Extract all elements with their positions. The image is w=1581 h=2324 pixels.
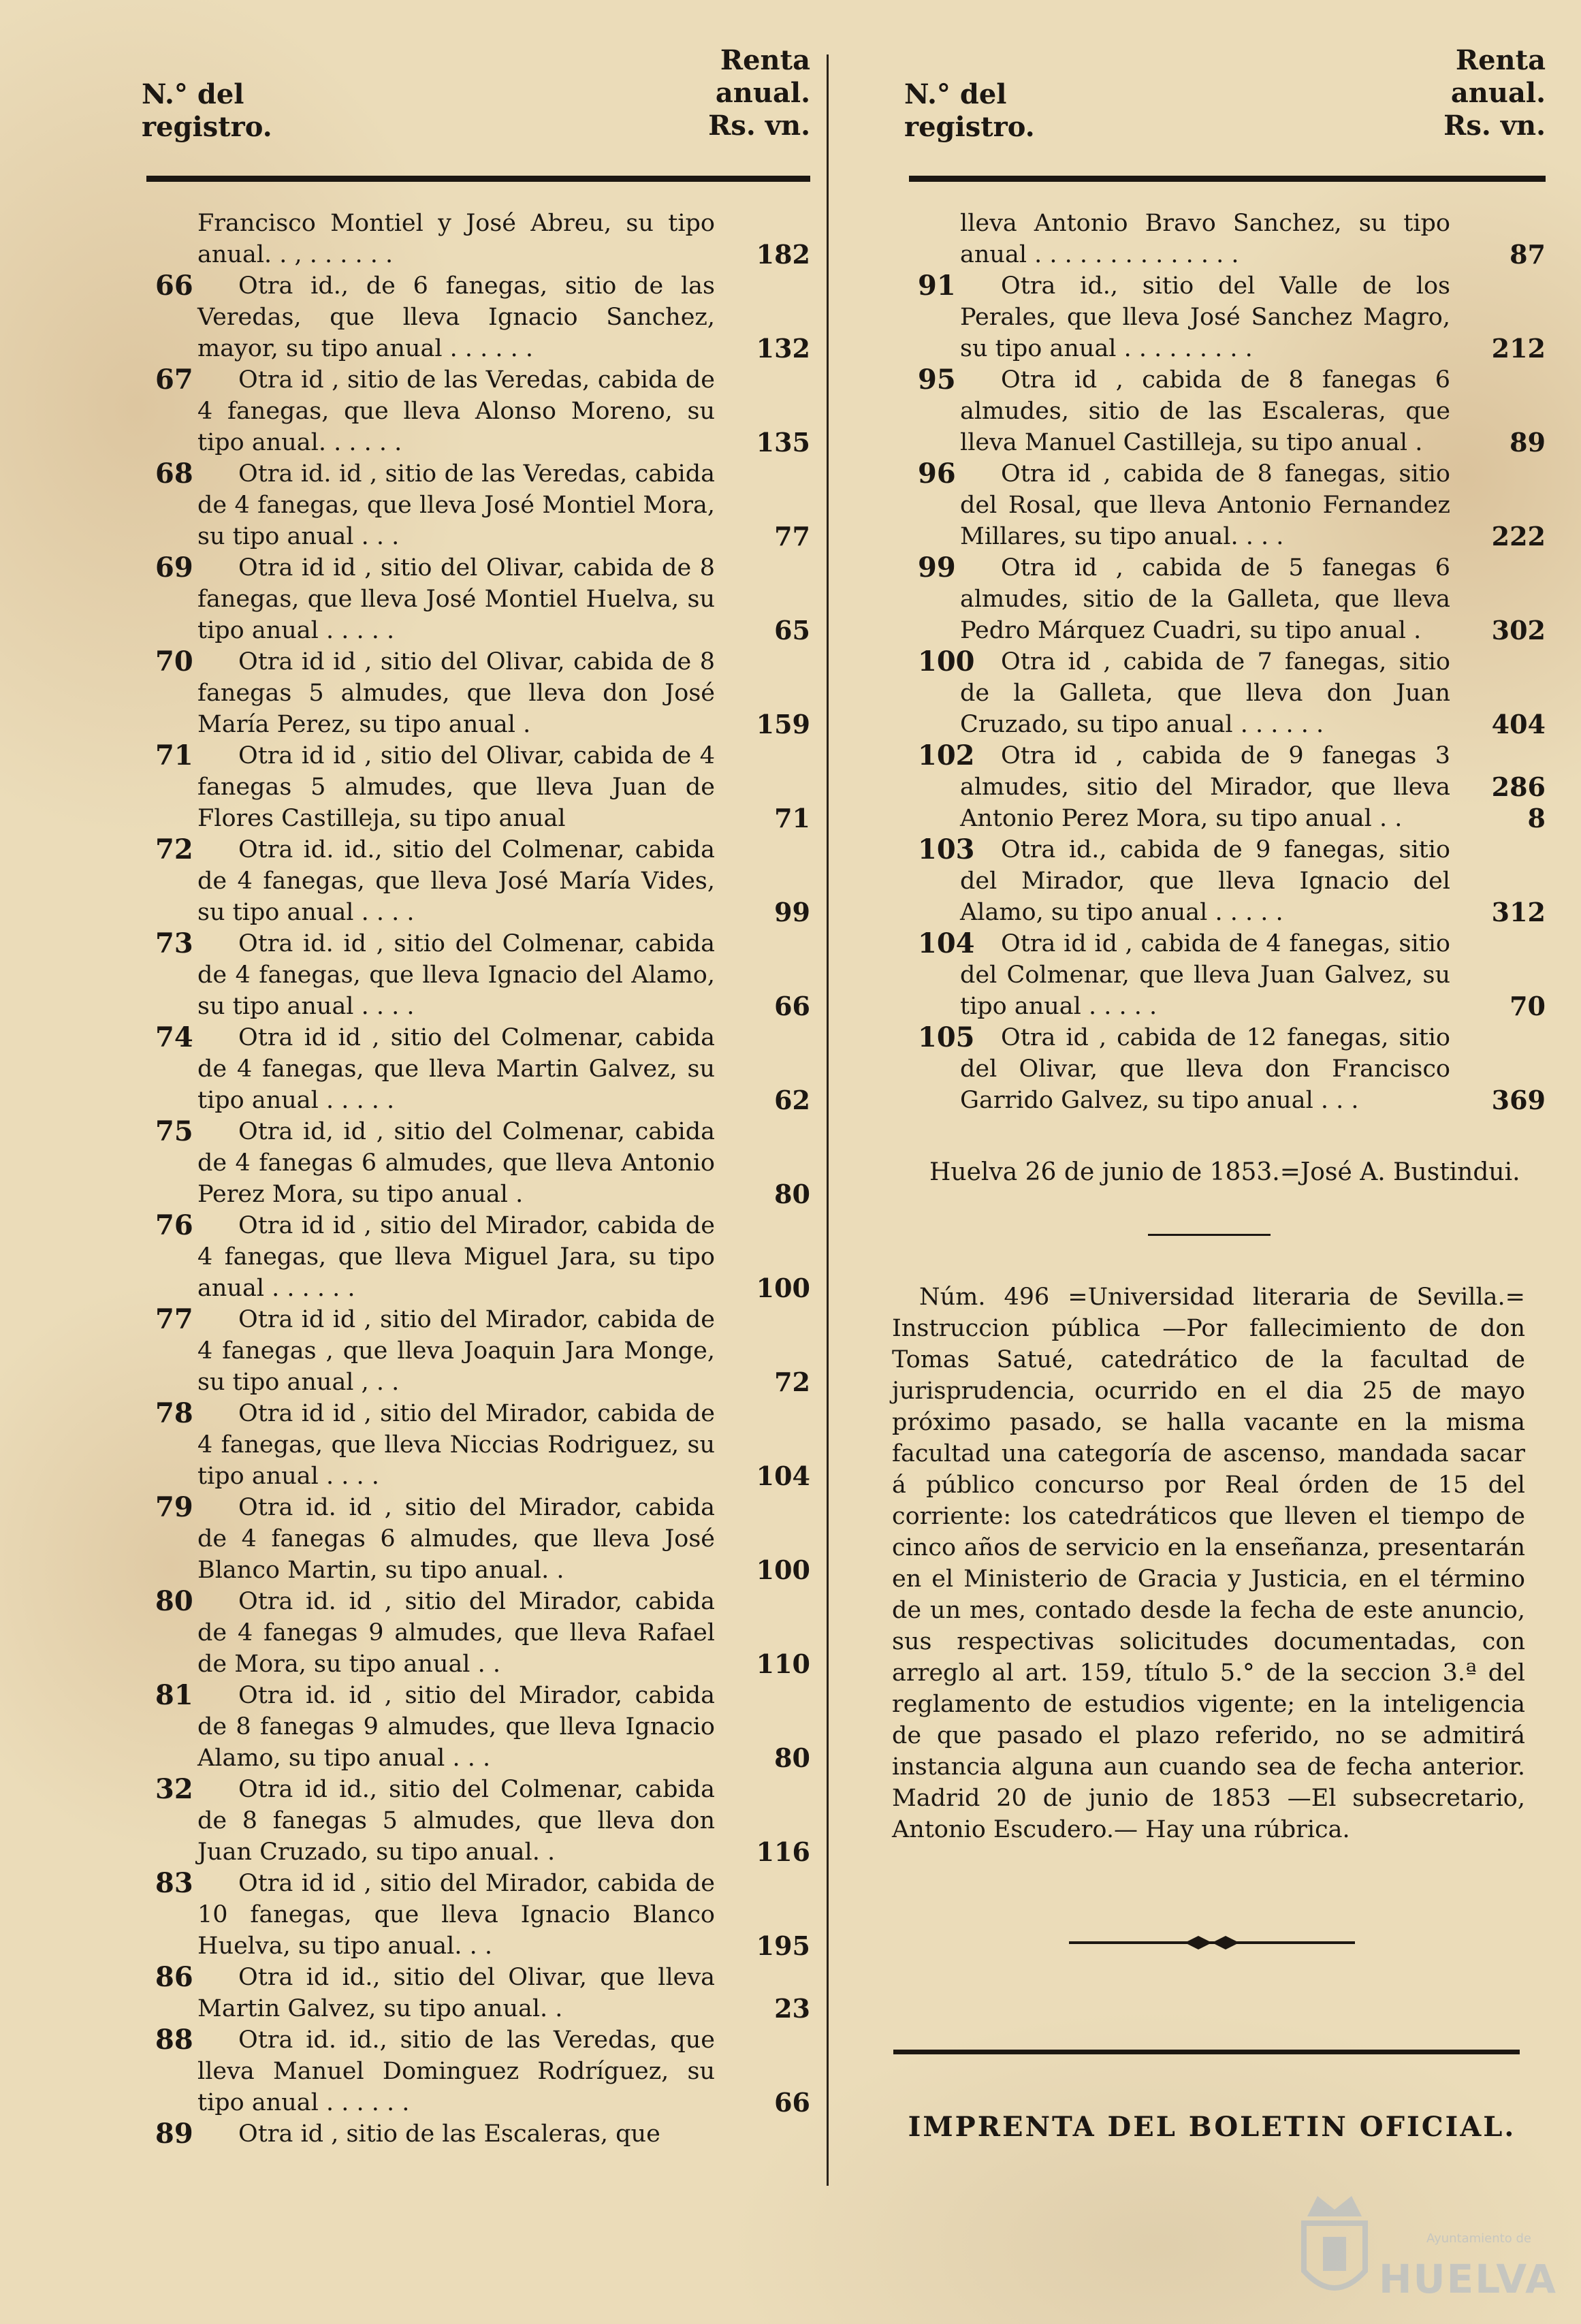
entry-number: 68: [155, 458, 193, 490]
entry-amount: 302: [1491, 615, 1546, 646]
registry-entry: [892, 458, 1546, 552]
entry-text: Otra id id , sitio del Olivar, cabida de 4 fanegas 5 almudes, que lleva Juan de Flores Castilleja, su tipo anual: [197, 742, 715, 832]
entry-amount: 89: [1510, 427, 1546, 458]
entry-number: 83: [155, 1867, 193, 1899]
registro-header-line1: N.° del: [142, 78, 244, 110]
entry-text: Otra id. id , sitio del Mirador, cabida de 8 fanegas 9 almudes, que lleva Ignacio Alamo, su tipo anual . . .: [197, 1682, 715, 1772]
registry-entry: [892, 928, 1546, 1022]
entry-amount: 182: [756, 239, 810, 270]
entry-amount: 23: [774, 1993, 810, 2024]
huelva-watermark: [1297, 2189, 1558, 2312]
entry-text: Otra id., cabida de 9 fanegas, sitio del Mirador, que lleva Ignacio del Alamo, su tipo anual . . . . .: [960, 836, 1450, 926]
entry-number: 73: [155, 927, 193, 959]
coat-of-arms-icon: [1297, 2189, 1372, 2305]
entry-number: 81: [155, 1679, 193, 1711]
entry-text: Otra id, id , sitio del Colmenar, cabida de 4 fanegas 6 almudes, que lleva Antonio Perez Mora, su tipo anual .: [197, 1118, 715, 1208]
registry-entry: [129, 270, 810, 364]
registry-entry: [129, 552, 810, 646]
registry-entry: [129, 1116, 810, 1210]
bottom-rule: [893, 2050, 1520, 2054]
university-notice: Núm. 496 =Universidad literaria de Sevilla.= Instruccion pública —Por fallecimiento de don Tomas Satué, catedrático de la facultad de jurisprudencia, ocurrido en el dia 25 de mayo próximo pasado, se halla vacante en la misma facultad una categoría de ascenso, mandada sacar á público concurso por Real órden de 15 del corriente: los catedráticos que lleven el tiempo de cinco años de servicio en la enseñanza, presentarán en el Ministerio de Gracia y Justicia, en el término de un mes, contado desde la fecha de este anuncio, sus respectivas solicitudes documentadas, con arreglo al art. 159, título 5.° de la seccion 3.ª del reglamento de estudios vigente; en la inteligencia de que pasado el plazo referido, no se admitirá instancia alguna aun cuando sea de fecha anterior. Madrid 20 de junio de 1853 —El subsecretario, Antonio Escudero.— Hay una rúbrica.: [892, 1284, 1525, 1843]
registry-entry: [892, 646, 1546, 740]
registry-entry: [892, 740, 1546, 834]
entry-number: 71: [155, 739, 193, 771]
entry-amount: 99: [774, 897, 810, 927]
watermark-sub: Ayuntamiento de: [1426, 2231, 1531, 2246]
entry-text: Otra id , cabida de 8 fanegas, sitio del Rosal, que lleva Antonio Fernandez Millares, su tipo anual. . . .: [960, 460, 1450, 550]
registry-entry: [129, 458, 810, 552]
entry-text: Otra id id , cabida de 4 fanegas, sitio del Colmenar, que lleva Juan Galvez, su tipo anual . . . . .: [960, 930, 1450, 1020]
entry-number: 91: [918, 270, 956, 302]
registro-header-line2: registro.: [142, 111, 272, 143]
entry-amount: 312: [1491, 897, 1546, 927]
entry-amount: 71: [774, 803, 810, 833]
registry-entry: [129, 740, 810, 834]
entry-amount: 104: [756, 1461, 810, 1491]
registry-entry: [129, 646, 810, 740]
entry-number: 32: [155, 1773, 193, 1805]
entry-amount: 65: [774, 615, 810, 646]
entry-text: Otra id , sitio de las Escaleras, que: [238, 2120, 660, 2148]
signature-line: Huelva 26 de junio de 1853.=José A. Bustindui.: [929, 1158, 1520, 1186]
entry-text: Otra id , cabida de 7 fanegas, sitio de la Galleta, que lleva don Juan Cruzado, su tipo anual . . . . . .: [960, 648, 1450, 738]
entry-number: 102: [918, 739, 975, 771]
entry-number: 79: [155, 1491, 193, 1523]
entry-number: 88: [155, 2024, 193, 2056]
entry-text: Otra id., de 6 fanegas, sitio de las Veredas, que lleva Ignacio Sanchez, mayor, su tipo anual . . . . . .: [197, 272, 715, 362]
entry-text: Otra id id , sitio del Mirador, cabida de 4 fanegas, que lleva Miguel Jara, su tipo anual . . . . . .: [197, 1212, 715, 1302]
entry-text: Otra id id , sitio del Colmenar, cabida de 4 fanegas, que lleva Martin Galvez, su tipo anual . . . . .: [197, 1024, 715, 1114]
entry-text: Otra id id , sitio del Mirador, cabida de 4 fanegas , que lleva Joaquin Jara Monge, su tipo anual , . .: [197, 1306, 715, 1396]
entry-text: Otra id. id , sitio del Mirador, cabida de 4 fanegas 6 almudes, que lleva José Blanco Martin, su tipo anual. .: [197, 1494, 715, 1584]
right-column-header: [892, 0, 1546, 170]
registry-entry: [129, 928, 810, 1022]
entry-number: 96: [918, 458, 956, 490]
registro-header: [904, 78, 1035, 144]
entry-amount: 70: [1510, 991, 1546, 1021]
entry-amount: 66: [774, 991, 810, 1021]
renta-header-line2: anual.: [1450, 77, 1546, 109]
entry-amount: 132: [756, 333, 810, 364]
entry-text: Otra id id , sitio del Olivar, cabida de 8 fanegas, que lleva José Montiel Huelva, su tipo anual . . . . .: [197, 554, 715, 644]
entry-amount: 110: [756, 1649, 810, 1679]
entry-amount: 286 8: [1491, 771, 1546, 833]
registry-entry: [129, 834, 810, 928]
entry-text: Otra id , sitio de las Veredas, cabida de 4 fanegas, que lleva Alonso Moreno, su tipo anual. . . . . .: [197, 366, 715, 456]
entry-text: Francisco Montiel y José Abreu, su tipo anual. . , . . . . . .: [197, 210, 715, 268]
entry-amount: 212: [1491, 333, 1546, 364]
entry-amount: 100: [756, 1273, 810, 1303]
registro-header-line1: N.° del: [904, 78, 1007, 110]
renta-header-line1: Renta: [1455, 44, 1546, 76]
entry-number: 76: [155, 1209, 193, 1241]
registry-entry: [892, 1022, 1546, 1116]
entry-number: 104: [918, 927, 975, 959]
entry-amount: 80: [774, 1179, 810, 1209]
entry-text: Otra id id., sitio del Olivar, que lleva Martin Galvez, su tipo anual. .: [197, 1964, 715, 2022]
registry-entry: [129, 1586, 810, 1680]
registry-entry: [129, 1492, 810, 1586]
entry-amount: 159: [756, 709, 810, 739]
entry-amount: 369: [1491, 1085, 1546, 1115]
registry-entry: [892, 364, 1546, 458]
entry-amount: 135: [756, 427, 810, 458]
renta-header: [708, 44, 810, 142]
entry-text: Otra id. id , sitio del Mirador, cabida de 4 fanegas 9 almudes, que lleva Rafael de Mora, su tipo anual . .: [197, 1588, 715, 1678]
entry-number: 67: [155, 364, 193, 396]
entry-text: Otra id id , sitio del Mirador, cabida de 10 fanegas, que lleva Ignacio Blanco Huelva, su tipo anual. . .: [197, 1870, 715, 1960]
entry-number: 95: [918, 364, 956, 396]
entry-number: 78: [155, 1397, 193, 1429]
entry-number: 77: [155, 1303, 193, 1335]
entry-amount: 66: [774, 2087, 810, 2118]
entry-amount: 100: [756, 1555, 810, 1585]
header-rule: [909, 176, 1546, 182]
registry-entry: [129, 1868, 810, 1962]
registry-entry: [129, 1022, 810, 1116]
entry-number: 89: [155, 2118, 193, 2150]
right-column: [892, 0, 1546, 1115]
entry-number: 103: [918, 833, 975, 865]
entry-amount: 80: [774, 1742, 810, 1773]
entry-text: Otra id., sitio del Valle de los Perales, que lleva José Sanchez Magro, su tipo anual . . . . . . . . .: [960, 272, 1450, 362]
entry-text: Otra id. id., sitio del Colmenar, cabida de 4 fanegas, que lleva José María Vides, su tipo anual . . . .: [197, 836, 715, 926]
registro-header: [142, 78, 272, 144]
registry-entry: [129, 208, 810, 270]
column-divider: [827, 54, 829, 2186]
registry-entry: [129, 2118, 810, 2150]
registry-entry: [129, 1398, 810, 1492]
entry-text: Otra id. id , sitio de las Veredas, cabida de 4 fanegas, que lleva José Montiel Mora, su tipo anual . . .: [197, 460, 715, 550]
entry-amount: 195: [756, 1930, 810, 1961]
entry-number: 86: [155, 1961, 193, 1993]
section-rule: [1148, 1234, 1271, 1236]
entry-amount: 404: [1491, 709, 1546, 739]
entry-number: 70: [155, 646, 193, 678]
header-rule: [146, 176, 810, 182]
entry-amount: 87: [1510, 239, 1546, 270]
entry-text: Otra id id , sitio del Olivar, cabida de 8 fanegas 5 almudes, que lleva don José María Perez, su tipo anual .: [197, 648, 715, 738]
entry-amount: 116: [756, 1836, 810, 1867]
entry-number: 69: [155, 552, 193, 584]
entry-number: 66: [155, 270, 193, 302]
left-entry-list: [129, 208, 810, 2150]
renta-header-line3: Rs. vn.: [1443, 110, 1546, 142]
registry-entry: [892, 834, 1546, 928]
imprenta-footer: IMPRENTA DEL BOLETIN OFICIAL.: [908, 2111, 1516, 2143]
entry-text: Otra id. id , sitio del Colmenar, cabida de 4 fanegas, que lleva Ignacio del Alamo, su tipo anual . . . .: [197, 930, 715, 1020]
entry-number: 72: [155, 833, 193, 865]
entry-number: 80: [155, 1585, 193, 1617]
entry-number: 100: [918, 646, 975, 678]
entry-number: 74: [155, 1021, 193, 1053]
registry-entry: [129, 1680, 810, 1774]
entry-amount: 62: [774, 1085, 810, 1115]
entry-number: 99: [918, 552, 956, 584]
registry-entry: [129, 1962, 810, 2024]
registry-entry: [892, 552, 1546, 646]
registry-entry: [892, 270, 1546, 364]
entry-number: 75: [155, 1115, 193, 1147]
watermark-word: HUELVA: [1379, 2256, 1558, 2302]
entry-text: Otra id id , sitio del Mirador, cabida de 4 fanegas, que lleva Niccias Rodriguez, su tipo anual . . . .: [197, 1400, 715, 1490]
entry-amount: 72: [774, 1367, 810, 1397]
registry-entry: [129, 1304, 810, 1398]
left-column: [129, 0, 810, 2150]
entry-text: Otra id. id., sitio de las Veredas, que lleva Manuel Dominguez Rodríguez, su tipo anual . . . . . .: [197, 2026, 715, 2116]
entry-text: Otra id , cabida de 12 fanegas, sitio del Olivar, que lleva don Francisco Garrido Galvez, su tipo anual . . .: [960, 1024, 1450, 1114]
renta-header-line1: Renta: [720, 44, 810, 76]
registry-entry: [892, 208, 1546, 270]
entry-text: Otra id , cabida de 9 fanegas 3 almudes, sitio del Mirador, que lleva Antonio Perez Mora, su tipo anual . .: [960, 742, 1450, 832]
registry-entry: [129, 1774, 810, 1868]
renta-header-line2: anual.: [715, 77, 810, 109]
registro-header-line2: registro.: [904, 111, 1035, 143]
entry-text: Otra id , cabida de 8 fanegas 6 almudes, sitio de las Escaleras, que lleva Manuel Castilleja, su tipo anual .: [960, 366, 1450, 456]
registry-entry: [129, 2024, 810, 2118]
entry-text: Otra id , cabida de 5 fanegas 6 almudes, sitio de la Galleta, que lleva Pedro Márquez Cuadri, su tipo anual .: [960, 554, 1450, 644]
renta-header-line3: Rs. vn.: [708, 110, 810, 142]
left-column-header: [129, 0, 810, 170]
entry-number: 105: [918, 1021, 975, 1053]
renta-header: [1443, 44, 1546, 142]
right-entry-list: [892, 208, 1546, 1116]
entry-amount: 77: [774, 521, 810, 552]
ornament-divider-icon: [1069, 1932, 1355, 1953]
registry-entry: [129, 364, 810, 458]
entry-text: lleva Antonio Bravo Sanchez, su tipo anual . . . . . . . . . . . . . .: [960, 210, 1450, 268]
registry-entry: [129, 1210, 810, 1304]
entry-text: Otra id id., sitio del Colmenar, cabida de 8 fanegas 5 almudes, que lleva don Juan Cruzado, su tipo anual. .: [197, 1776, 715, 1866]
entry-amount: 222: [1491, 521, 1546, 552]
